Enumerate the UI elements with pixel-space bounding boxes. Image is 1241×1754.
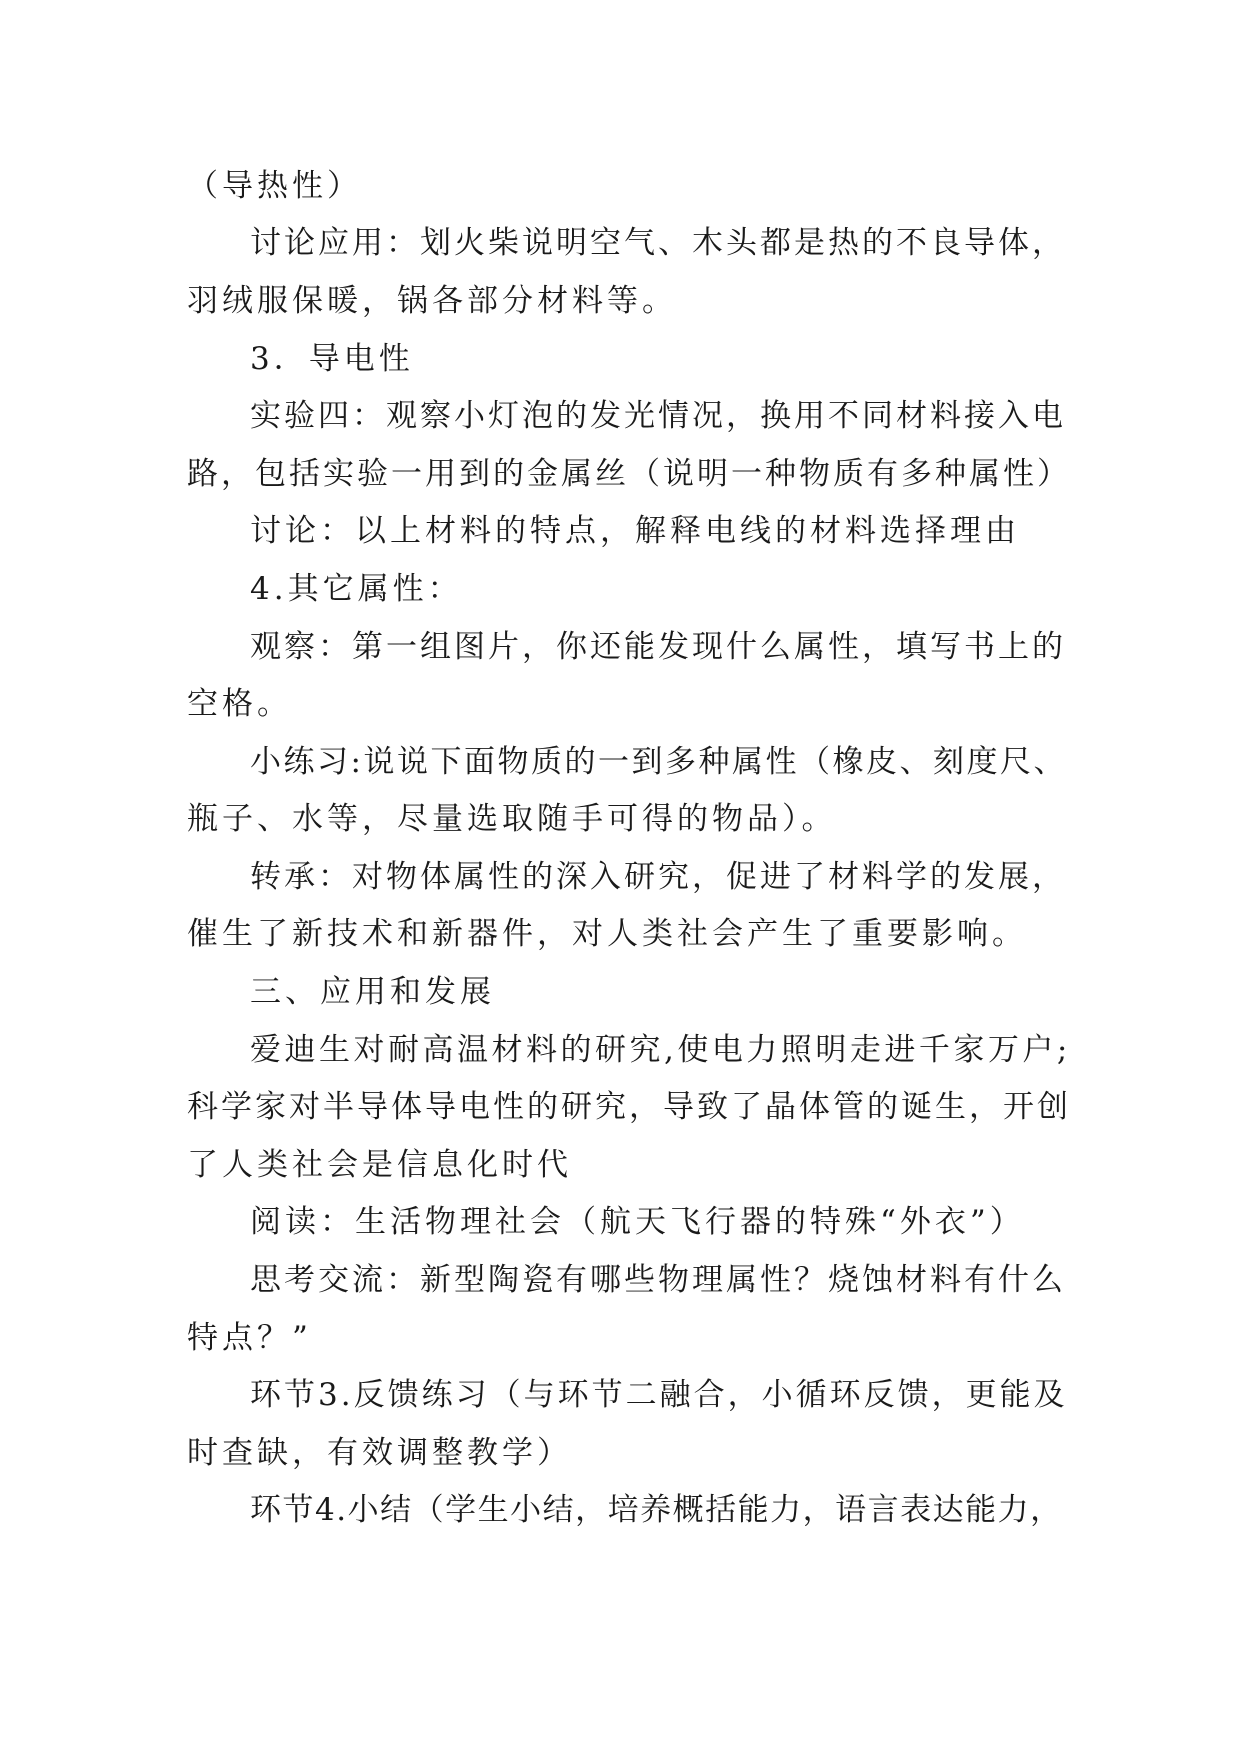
text-line: 羽绒服保暖，锅各部分材料等。	[187, 283, 677, 319]
text-line: 转承：对物体属性的深入研究，促进了材料学的发展，	[250, 859, 1066, 895]
text-line: 观察：第一组图片，你还能发现什么属性，填写书上的	[250, 629, 1066, 665]
text-line: 讨论：以上材料的特点，解释电线的材料选择理由	[250, 513, 1020, 549]
text-line: 实验四：观察小灯泡的发光情况，换用不同材料接入电	[250, 398, 1066, 434]
text-line: 特点？”	[187, 1320, 312, 1356]
text-line: 爱迪生对耐高温材料的研究,使电力照明走进千家万户;	[250, 1032, 1071, 1068]
text-line: 催生了新技术和新器件，对人类社会产生了重要影响。	[187, 916, 1027, 952]
text-line: 小练习:说说下面物质的一到多种属性（橡皮、刻度尺、	[250, 744, 1067, 780]
text-line: 3．导电性	[250, 341, 414, 377]
text-line: 环节4.小结（学生小结，培养概括能力，语言表达能力，	[250, 1492, 1063, 1528]
text-line: 空格。	[187, 686, 292, 722]
text-line: 瓶子、水等，尽量选取随手可得的物品）。	[187, 801, 837, 837]
text-line: 讨论应用：划火柴说明空气、木头都是热的不良导体，	[250, 225, 1066, 261]
text-line: 环节3.反馈练习（与环节二融合，小循环反馈，更能及	[250, 1377, 1068, 1413]
text-line: 时查缺，有效调整教学）	[187, 1435, 572, 1471]
text-line: 三、应用和发展	[250, 974, 495, 1010]
text-line: 路，包括实验一用到的金属丝（说明一种物质有多种属性）	[187, 456, 1071, 492]
text-line: 思考交流：新型陶瓷有哪些物理属性？烧蚀材料有什么	[250, 1262, 1066, 1298]
text-line: 科学家对半导体导电性的研究，导致了晶体管的诞生，开创	[187, 1089, 1071, 1125]
text-line: 阅读：生活物理社会（航天飞行器的特殊“外衣”）	[250, 1204, 1025, 1240]
text-line: （导热性）	[187, 168, 362, 204]
text-line: 了人类社会是信息化时代	[187, 1147, 572, 1183]
text-line: 4.其它属性：	[250, 571, 463, 607]
